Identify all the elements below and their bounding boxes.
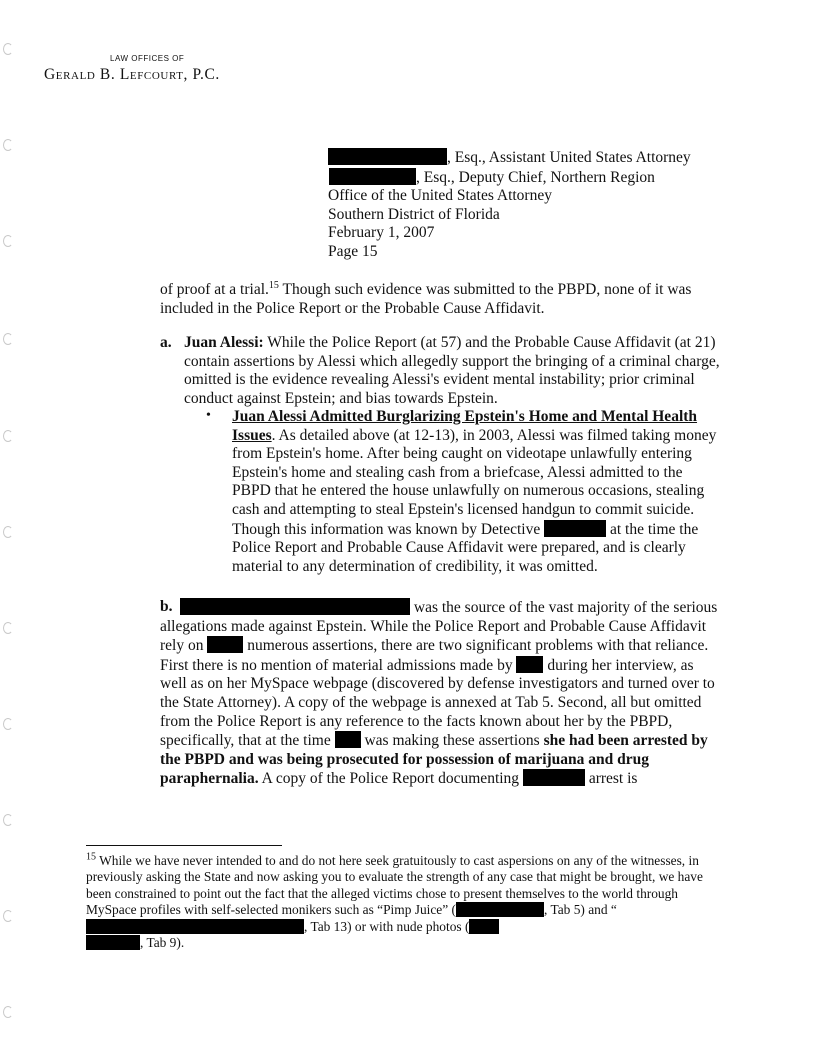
redaction-box bbox=[335, 731, 361, 748]
binder-hole bbox=[3, 235, 13, 247]
redaction-box bbox=[544, 520, 606, 537]
item-b-bold-text: she had been arrested by the PBPD and was being prosecuted for possession of marijuana and drug paraphernalia. bbox=[160, 732, 708, 788]
binder-hole bbox=[3, 43, 13, 55]
body-paragraph-1: of proof at a trial.$^{15}$ Though such evidence was submitted to the PBPD, none of it was included in the Police Report or the Probable Cause Affidavit. bbox=[160, 279, 692, 317]
redaction-box bbox=[469, 919, 499, 934]
letterhead-small: LAW OFFICES OF bbox=[110, 54, 185, 63]
addressee-line-4: Southern District of Florida bbox=[328, 205, 500, 223]
bullet-icon: • bbox=[206, 408, 211, 423]
item-a-label: a. bbox=[160, 334, 172, 351]
item-a-paragraph: Juan Alessi: While the Police Report (at 57) and the Probable Cause Affidavit (at 21) contain assertions by Alessi which allegedly support the bringing of a criminal charge, omitted is the evidence revealing Alessi's evident mental instability; prior criminal conduct against Epstein; and bias towards Epstein. bbox=[184, 334, 720, 407]
footnote-number: 15 bbox=[86, 851, 96, 863]
redaction-box bbox=[207, 636, 243, 653]
redaction-box bbox=[328, 148, 447, 165]
item-a-title: Juan Alessi: bbox=[184, 334, 264, 351]
redaction-box bbox=[523, 769, 585, 786]
bullet-title: Juan Alessi Admitted Burglarizing Epstein's Home and Mental Health Issues bbox=[232, 408, 698, 444]
footnote-reference: 15 bbox=[268, 279, 279, 291]
addressee-line-3: Office of the United States Attorney bbox=[328, 187, 552, 205]
footnote-15: $^{15}$ While we have never intended to and do not here seek gratuitously to cast aspersions on any of the witnesses, in previously asking the State and now asking you to evaluate the strength of any case that might be brought, we have been constrained to point out the fact that the alleged victims chose to present themselves to the world through MySpace profiles with self-selected monikers such as “Pimp Juice” ( , Tab 5) and “, Tab 13) or with nude photos ( , Tab 9). bbox=[86, 851, 703, 951]
binder-hole bbox=[3, 814, 13, 826]
binder-hole bbox=[3, 430, 13, 442]
binder-hole bbox=[3, 526, 13, 538]
addressee-block bbox=[328, 148, 691, 262]
redaction-box bbox=[329, 168, 416, 185]
binder-hole bbox=[3, 1006, 13, 1018]
footnote-divider bbox=[86, 845, 282, 846]
item-b-paragraph: was the source of the vast majority of the serious allegations made against Epstein. While the Police Report and Probable Cause Affidavit rely on numerous assertions, there are two significant problems with that reliance. First there is no mention of material admissions made by during her interview, as well as on her MySpace webpage (discovered by defense investigators and turned over to the State Attorney). A copy of the webpage is annexed at Tab 5. Second, all but omitted from the Police Report is any reference to the facts known about her by the PBPD, specifically, that at the time was making these assertions she had been arrested by the PBPD and was being prosecuted for possession of marijuana and drug paraphernalia. A copy of the Police Report documenting arrest is bbox=[160, 599, 718, 788]
redaction-box bbox=[86, 935, 140, 950]
redaction-box bbox=[516, 656, 543, 673]
bullet-paragraph: Juan Alessi Admitted Burglarizing Epstein's Home and Mental Health Issues. As detailed above (at 12-13), in 2003, Alessi was filmed taking money from Epstein's home. After being caught on videotape unlawfully entering Epstein's home and stealing cash from a briefcase, Alessi admitted to the PBPD that he entered the house unlawfully on numerous occasions, stealing cash and attempting to steal Epstein's licensed handgun to commit suicide. Though this information was known by Detective at the time the Police Report and Probable Cause Affidavit were prepared, and is clearly material to any determination of credibility, it was omitted. bbox=[232, 408, 717, 575]
letterhead-firm-name: Gerald B. Lefcourt, P.C. bbox=[44, 66, 220, 83]
letter-date: February 1, 2007 bbox=[328, 224, 435, 242]
binder-hole bbox=[3, 718, 13, 730]
redaction-box bbox=[180, 598, 410, 615]
addressee-line-2: , Esq., Deputy Chief, Northern Region bbox=[328, 168, 691, 188]
binder-hole bbox=[3, 139, 13, 151]
page-number: Page 15 bbox=[328, 242, 378, 260]
binder-hole bbox=[3, 910, 13, 922]
item-b-label: b. bbox=[160, 598, 173, 615]
binder-hole bbox=[3, 333, 13, 345]
addressee-line-1: , Esq., Assistant United States Attorney bbox=[328, 148, 691, 168]
redaction-box bbox=[86, 919, 304, 934]
binder-hole bbox=[3, 622, 13, 634]
redaction-box bbox=[456, 902, 544, 917]
